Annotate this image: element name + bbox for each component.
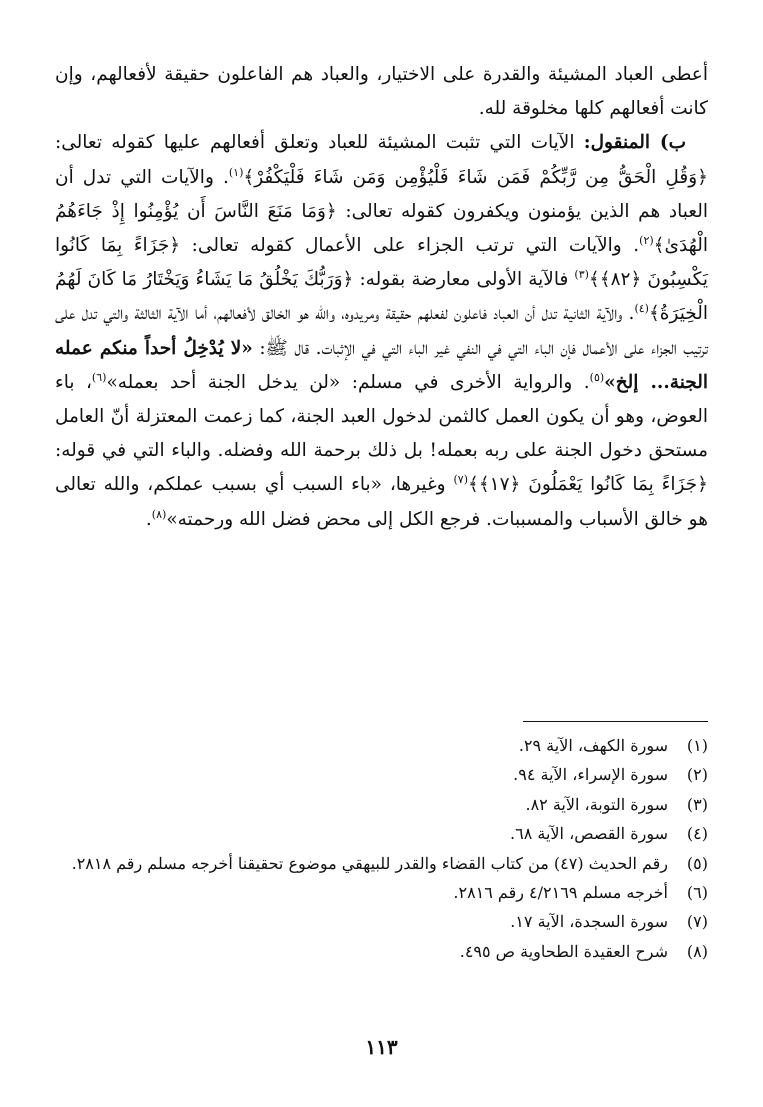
- footnote-ref[interactable]: (٣): [574, 268, 589, 282]
- section-label: ب) المنقول:: [583, 132, 686, 154]
- footnote-item: [55, 760, 708, 789]
- text-segment: ، باء العوض، وهو أن يكون العمل كالثمن لدخول العبد الجنة، كما زعمت المعتزلة أنّ العامل مستحق دخول الجنة على ربه بعمله! بل ذلك برحمة الله وفضله. والباء التي في قوله: ﴿جَزَاءً بِمَا كَانُوا يَعْمَلُونَ ﴿١٧﴾﴾: [55, 371, 708, 496]
- paragraph-1: أعطى العباد المشيئة والقدرة على الاختيار، والعباد هم الفاعلون حقيقة لأفعالهم، وإن كانت أفعالهم كلها مخلوقة لله.: [55, 64, 708, 120]
- footnote-ref[interactable]: (٧): [453, 473, 468, 487]
- footnote-ref[interactable]: (١): [228, 165, 244, 179]
- footnote-item: [55, 731, 708, 760]
- footnote-item: [55, 819, 708, 848]
- footnote-ref[interactable]: (٥): [589, 370, 605, 384]
- footnote-item: [55, 907, 708, 936]
- footnote-number: (٧): [686, 912, 708, 932]
- footnote-number: (٨): [686, 941, 708, 961]
- page-number: ١١٣: [365, 1035, 398, 1059]
- text-segment: .: [145, 508, 152, 530]
- footnote-text: شرح العقيدة الطحاوية ص ٤٩٥.: [459, 941, 668, 961]
- footnote-text: سورة السجدة، الآية ١٧.: [510, 912, 668, 932]
- footnote-text: سورة القصص، الآية ٦٨.: [510, 824, 668, 844]
- footnote-ref[interactable]: (٤): [634, 302, 649, 316]
- footnote-number: (٦): [686, 883, 708, 903]
- footnote-item: [55, 790, 708, 819]
- footnote-number: (٣): [686, 794, 708, 814]
- text-segment: الآيات التي تثبت المشيئة للعباد وتعلق أفعالهم عليها كقوله تعالى: ﴿وَقُلِ الْحَقُّ مِن رَّبِّكُمْ فَمَن شَاءَ فَلْيُؤْمِن وَمَن شَاءَ فَلْيَكْفُرْ﴾: [55, 132, 708, 188]
- text-segment: . والرواية الأخرى في مسلم: «لن يدخل الجنة أحد بعمله»: [106, 371, 590, 393]
- text-segment: وغيرها، «باء السبب أي بسبب عملكم، والله تعالى هو خالق الأسباب والمسببات. فرجع الكل إلى محض فضل الله ورحمته»: [55, 474, 708, 530]
- text-segment: . والآيات التي ترتب الجزاء على الأعمال كقوله تعالى: ﴿جَزَاءً بِمَا كَانُوا يَكْسِبُونَ ﴿٨٢﴾﴾: [55, 235, 708, 291]
- footnote-number: (٤): [686, 824, 708, 844]
- footnote-text: رقم الحديث (٤٧) من كتاب القضاء والقدر للبيهقي موضوع تحقيقنا أخرجه مسلم رقم ٢٨١٨.: [71, 853, 668, 873]
- footnote-item: [55, 849, 708, 878]
- text-segment: فالآية الأولى معارضة بقوله: ﴿وَرَبُّكَ يَخْلُقُ مَا يَشَاءُ وَيَخْتَارُ مَا كَانَ لَهُمُ الْخِيَرَةُ﴾: [55, 269, 708, 325]
- footnote-item: [55, 937, 708, 966]
- footnotes-list: [55, 731, 708, 966]
- footnote-separator: [523, 721, 708, 722]
- footnote-number: (٢): [686, 765, 708, 785]
- footnote-item: [55, 878, 708, 907]
- footnote-text: سورة الكهف، الآية ٢٩.: [518, 736, 668, 755]
- footnote-ref[interactable]: (٨): [151, 507, 167, 521]
- footnote-number: (٥): [686, 853, 708, 873]
- footnote-text: سورة التوبة، الآية ٨٢.: [525, 794, 668, 814]
- text-segment: . والآيات التي تدل أن العباد هم الذين يؤمنون ويكفرون كقوله تعالى: ﴿وَمَا مَنَعَ النَّاسَ أَن يُؤْمِنُوا إِذْ جَاءَهُمُ الْهُدَىٰ﴾: [55, 166, 708, 257]
- footnote-ref[interactable]: (٦): [91, 370, 107, 384]
- footnote-number: (١): [686, 736, 708, 755]
- hadith-quote: «لا يُدْخِلُ أحداً منكم عمله الجنة... إلخ»: [55, 337, 708, 393]
- text-segment: . والآية الثانية تدل أن العباد فاعلون لفعلهم حقيقة ومريدوه، والله هو الخالق لأفعالهم، أما الآية الثالثة والتي تدل على ترتيب الجزاء على الأعمال فإن الباء التي في النفي غير الباء التي في الإثبات. قال ﷺ:: [55, 303, 708, 359]
- main-text: [55, 58, 708, 537]
- footnote-text: أخرجه مسلم ٤/٢١٦٩ رقم ٢٨١٦.: [453, 883, 668, 903]
- footnote-text: سورة الإسراء، الآية ٩٤.: [513, 765, 668, 785]
- paragraph-2: [55, 126, 708, 536]
- footnote-ref[interactable]: (٢): [639, 233, 654, 247]
